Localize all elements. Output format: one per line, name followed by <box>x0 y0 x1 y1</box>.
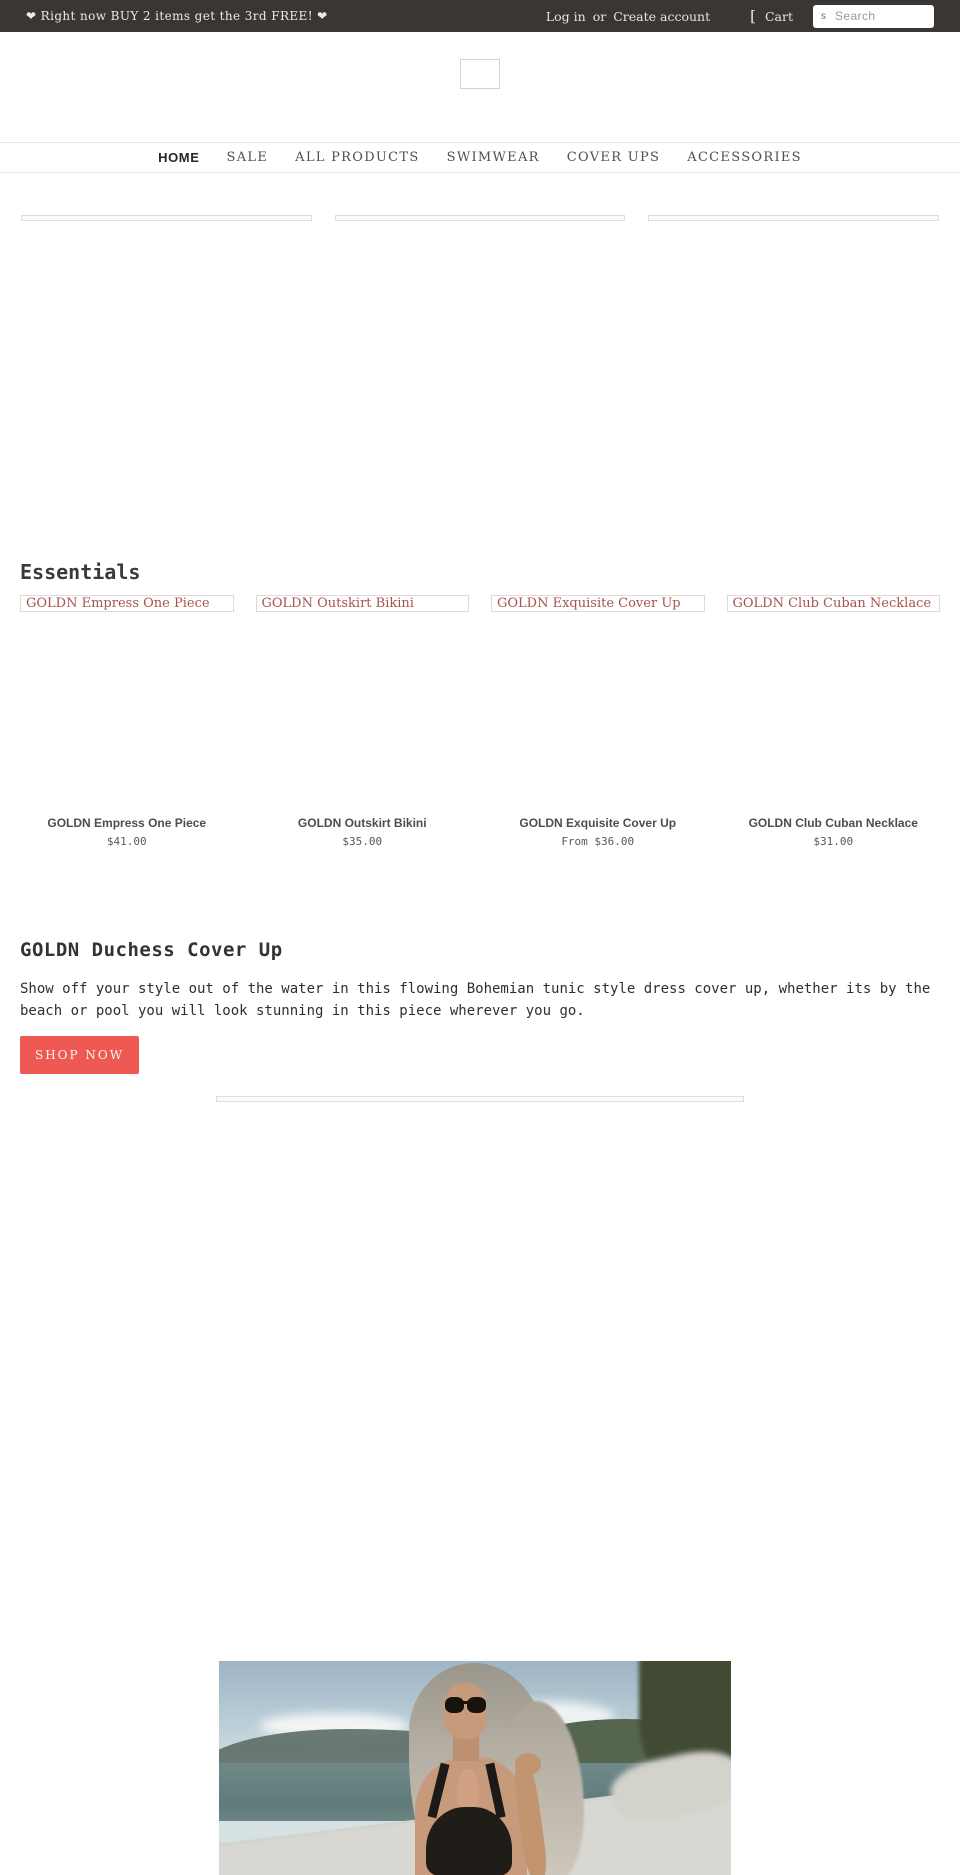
nav-item-cover-ups[interactable]: COVER UPS <box>566 150 661 165</box>
search-icon: s <box>821 10 826 22</box>
cart-link[interactable] <box>750 7 793 25</box>
product-title[interactable]: GOLDN Exquisite Cover Up <box>519 816 677 830</box>
product-title[interactable]: GOLDN Empress One Piece <box>47 816 207 830</box>
hero-photo <box>219 1661 731 1875</box>
product-card <box>727 595 941 848</box>
header <box>0 32 960 142</box>
photo-sunglasses <box>462 1701 469 1704</box>
product-image-broken[interactable]: GOLDN Exquisite Cover Up <box>491 595 705 612</box>
login-link[interactable]: Log in <box>545 8 586 24</box>
cart-label: Cart <box>764 8 793 24</box>
photo-sunglasses <box>467 1697 486 1713</box>
product-title[interactable]: GOLDN Club Cuban Necklace <box>748 816 918 830</box>
search-box <box>813 5 934 28</box>
product-image-broken[interactable]: GOLDN Outskirt Bikini <box>256 595 470 612</box>
essentials-section <box>20 560 940 848</box>
product-price: $41.00 <box>106 835 147 848</box>
store-logo-placeholder[interactable] <box>460 59 500 89</box>
nav-item-all-products[interactable]: ALL PRODUCTS <box>295 150 420 165</box>
image-placeholder-2 <box>335 215 626 221</box>
slideshow-row <box>0 215 960 221</box>
photo-woman-hand <box>515 1753 541 1775</box>
section-title: Essentials <box>20 560 141 584</box>
product-price: $31.00 <box>813 835 854 848</box>
feature-description: Show off your style out of the water in this flowing Bohemian tunic style dress cover up, whether its by the beach or pool you will look stunning in this piece wherever you go. <box>20 981 931 1019</box>
product-image-area[interactable] <box>256 612 470 817</box>
photo-bikini-top <box>426 1807 512 1875</box>
image-placeholder-3 <box>648 215 939 221</box>
product-image-broken[interactable]: GOLDN Empress One Piece <box>20 595 234 612</box>
photo-sunglasses <box>445 1697 464 1713</box>
product-card <box>491 595 705 848</box>
topbar-right <box>546 5 934 28</box>
account-links <box>546 9 710 24</box>
main-nav <box>0 142 960 173</box>
product-card <box>256 595 470 848</box>
nav-item-swimwear[interactable]: SWIMWEAR <box>446 150 540 165</box>
or-text: or <box>592 8 607 24</box>
product-title[interactable]: GOLDN Outskirt Bikini <box>297 816 427 830</box>
product-image-broken[interactable]: GOLDN Club Cuban Necklace <box>727 595 941 612</box>
search-input[interactable] <box>835 9 926 23</box>
create-account-link[interactable]: Create account <box>613 8 711 24</box>
product-card <box>20 595 234 848</box>
feature-title: GOLDN Duchess Cover Up <box>20 939 283 961</box>
image-placeholder-1 <box>21 215 312 221</box>
product-image-area[interactable] <box>491 612 705 817</box>
product-grid <box>20 595 940 848</box>
product-price: $35.00 <box>342 835 383 848</box>
promo-message: ❤ Right now BUY 2 items get the 3rd FREE! ❤ <box>26 9 328 23</box>
shop-now-button[interactable]: SHOP NOW <box>20 1036 139 1074</box>
nav-item-sale[interactable]: SALE <box>226 150 269 165</box>
announcement-bar <box>0 0 960 32</box>
cart-icon: [ <box>750 7 756 25</box>
nav-item-home[interactable]: HOME <box>158 150 200 165</box>
feature-section <box>20 938 940 1074</box>
product-price: From $36.00 <box>561 835 635 848</box>
product-image-area[interactable] <box>20 612 234 817</box>
image-placeholder-divider <box>216 1096 744 1102</box>
nav-item-accessories[interactable]: ACCESSORIES <box>687 150 802 165</box>
product-image-area[interactable] <box>727 612 941 817</box>
